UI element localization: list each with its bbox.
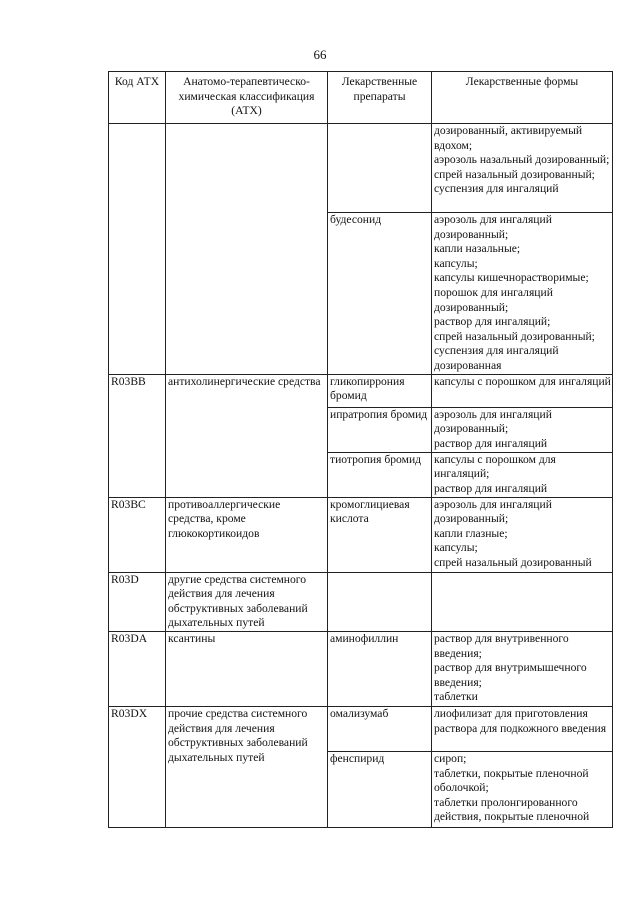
atx-classification: ксантины <box>166 631 328 706</box>
table-row <box>109 497 613 572</box>
form-item: аэрозоль для ингаляций дозированный; <box>434 407 552 436</box>
atx-classification: антихолинергические средства <box>166 374 328 497</box>
form-item: аэрозоль для ингаляций дозированный; <box>434 497 552 526</box>
form-item: порошок для ингаляций дозированный; <box>434 285 553 314</box>
form-item: капли глазные; <box>434 526 508 540</box>
drug-forms <box>432 452 613 497</box>
form-item: капли назальные; <box>434 242 521 256</box>
atx-classification <box>166 124 328 375</box>
form-item: раствор для ингаляций <box>434 436 548 450</box>
drug-forms <box>432 374 613 407</box>
table-row <box>109 572 613 631</box>
drug-forms <box>432 706 613 751</box>
form-item: раствор для внутримышечного введения; <box>434 661 587 689</box>
drug-forms <box>432 751 613 827</box>
form-item: таблетки пролонгированного действия, покрытые пленочной <box>434 795 590 824</box>
form-item: раствор для внутривенного введения; <box>434 631 569 660</box>
form-item: таблетки, покрытые пленочной оболочкой; <box>434 766 589 795</box>
form-item: аэрозоль для ингаляций дозированный; <box>434 213 552 241</box>
table-row <box>109 631 613 706</box>
form-item: аэрозоль назальный дозированный; <box>434 153 610 167</box>
form-item: спрей назальный дозированный <box>434 555 592 569</box>
form-item: капсулы кишечнорастворимые; <box>434 271 589 285</box>
form-item: капсулы с порошком для ингаляций <box>434 374 611 388</box>
page-number: 66 <box>313 47 327 62</box>
form-item: капсулы; <box>434 541 478 555</box>
form-item: таблетки <box>434 690 478 704</box>
drug-name: гликопиррония бромид <box>328 374 432 407</box>
drug-forms <box>432 407 613 452</box>
form-item: дозированный, активируемый вдохом; <box>434 124 583 152</box>
drug-forms <box>432 124 613 213</box>
atx-code: R03DX <box>109 706 166 827</box>
form-item: капсулы с порошком для ингаляций; <box>434 452 556 481</box>
form-item: лиофилизат для приготовления раствора для подкожного введения <box>434 706 607 735</box>
atx-classification: прочие средства системного действия для лечения обструктивных заболеваний дыхательных путей <box>166 706 328 827</box>
atx-code: R03BC <box>109 497 166 572</box>
form-item: спрей назальный дозированный; <box>434 167 595 181</box>
table-row <box>109 374 613 407</box>
form-item: сироп; <box>434 751 467 765</box>
form-item: раствор для ингаляций; <box>434 315 551 329</box>
form-item: спрей назальный дозированный; <box>434 329 595 343</box>
drug-name: фенспирид <box>328 751 432 827</box>
atx-classification: противоаллергические средства, кроме глюкокортикоидов <box>166 497 328 572</box>
drug-name: ипратропия бромид <box>328 407 432 452</box>
atx-code: R03DA <box>109 631 166 706</box>
form-item: капсулы; <box>434 256 478 270</box>
drug-name: кромоглициевая кислота <box>328 497 432 572</box>
table-row <box>109 124 613 213</box>
header-drugs: Лекарственные препараты <box>328 72 432 124</box>
atx-code <box>109 124 166 375</box>
drug-name: будесонид <box>328 213 432 375</box>
drug-forms <box>432 572 613 631</box>
drug-name: омализумаб <box>328 706 432 751</box>
form-item: суспензия для ингаляций <box>434 182 559 196</box>
atx-code: R03D <box>109 572 166 631</box>
header-code: Код АТХ <box>109 72 166 124</box>
drug-name <box>328 572 432 631</box>
atx-table <box>108 71 613 828</box>
drug-name <box>328 124 432 213</box>
drug-name: аминофиллин <box>328 631 432 706</box>
header-classification: Анатомо-терапевтическо-химическая классификация (АТХ) <box>166 72 328 124</box>
drug-name: тиотропия бромид <box>328 452 432 497</box>
drug-forms <box>432 631 613 706</box>
form-item: раствор для ингаляций <box>434 481 548 495</box>
atx-classification: другие средства системного действия для лечения обструктивных заболеваний дыхательных путей <box>166 572 328 631</box>
header-forms: Лекарственные формы <box>432 72 613 124</box>
header-row <box>109 72 613 124</box>
atx-code: R03BB <box>109 374 166 497</box>
form-item: суспензия для ингаляций дозированная <box>434 344 559 372</box>
table-row <box>109 706 613 751</box>
drug-forms <box>432 497 613 572</box>
drug-forms <box>432 213 613 375</box>
